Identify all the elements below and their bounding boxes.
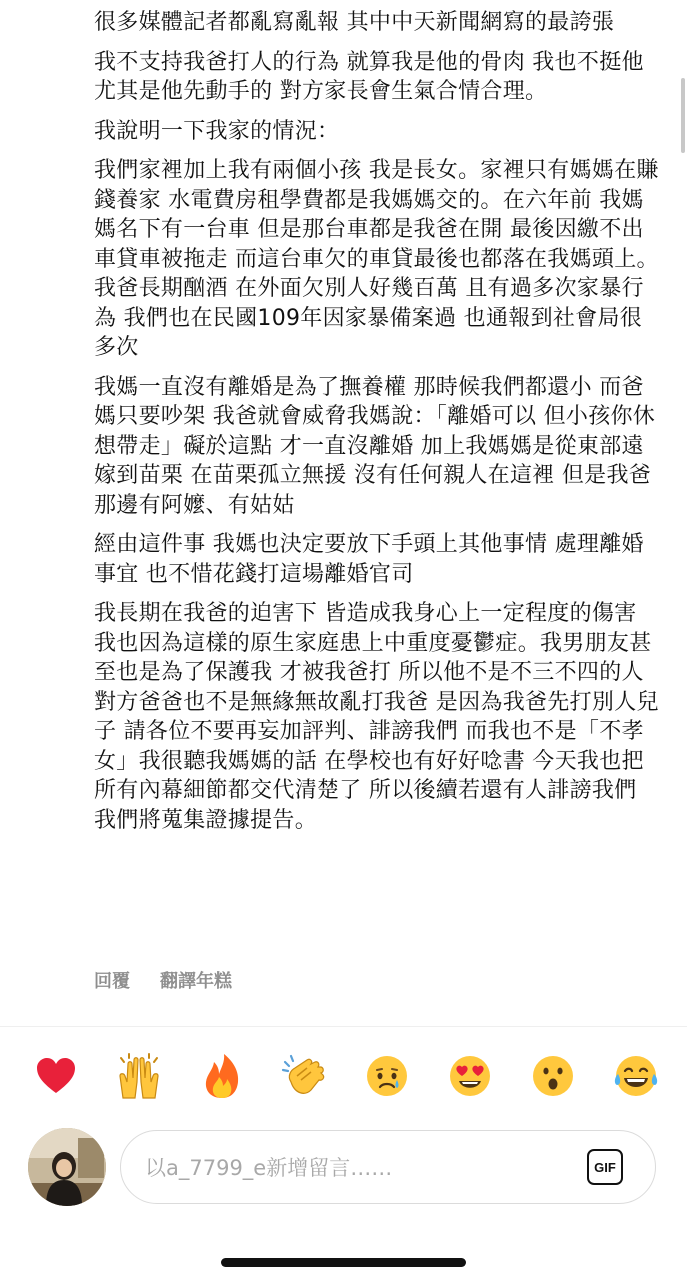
gif-button[interactable]: GIF [587,1149,623,1185]
comment-paragraph: 我們家裡加上我有兩個小孩 我是長女。家裡只有媽媽在賺錢養家 水電費房租學費都是我媽媽交的。在六年前 我媽媽名下有一台車 但是那台車都是我爸在開 最後因繳不出車貸車被拖走 而這台車欠的車貸最後也都落在我媽頭上。我爸長期酗酒 在外面欠別人好幾百萬 且有過多次家暴行為 我們也在民國109年因家暴備案過 也通報到社會局很多次 [94,158,659,360]
reply-button[interactable]: 回覆 [94,971,130,992]
comment-paragraph: 很多媒體記者都亂寫亂報 其中中天新聞網寫的最誇張 [94,10,615,35]
fire-icon [200,1052,244,1100]
heart-eyes-reaction-button[interactable] [444,1050,496,1102]
tears-of-joy-reaction-button[interactable] [610,1050,662,1102]
comment-body [94,8,664,845]
comment-paragraph: 我不支持我爸打人的行為 就算我是他的骨肉 我也不挺他 尤其是他先動手的 對方家長會生氣合情合理。 [94,49,644,104]
divider [0,1026,687,1027]
avatar[interactable] [28,1128,106,1206]
translate-button[interactable]: 翻譯年糕 [160,971,232,992]
raising-hands-reaction-button[interactable] [113,1050,165,1102]
comment-paragraph: 我媽一直沒有離婚是為了撫養權 那時候我們都還小 而爸媽只要吵架 我爸就會威脅我媽說：「離婚可以 但小孩你休想帶走」礙於這點 才一直沒離婚 加上我媽媽是從東部遠嫁到苗栗 在苗栗孤立無援 沒有任何親人在這裡 但是我爸那邊有阿嬤、有姑姑 [94,374,656,518]
heart-icon [34,1054,78,1098]
comment-actions [94,967,232,993]
raising-hands-icon [115,1052,163,1100]
comment-composer [28,1128,616,1206]
comment-paragraph: 經由這件事 我媽也決定要放下手頭上其他事情 處理離婚事宜 也不惜花錢打這場離婚官司 [94,532,644,587]
heart-reaction-button[interactable] [30,1050,82,1102]
emoji-reaction-bar [30,1050,662,1102]
clapping-hands-reaction-button[interactable] [279,1050,331,1102]
avatar-photo-icon [28,1128,106,1206]
crying-face-icon [365,1054,409,1098]
surprised-face-reaction-button[interactable] [527,1050,579,1102]
comment-paragraph: 我長期在我爸的迫害下 皆造成我身心上一定程度的傷害 我也因為這樣的原生家庭患上中重度憂鬱症。我男朋友甚至也是為了保護我 才被我爸打 所以他不是不三不四的人 對方爸爸也不是無緣無故亂打我爸 是因為我爸先打別人兒子 請各位不要再妄加評判、誹謗我們 而我也不是「不孝女」我很聽我媽媽的話 在學校也有好好唸書 今天我也把所有內幕細節都交代清楚了 所以後續若還有人誹謗我們 我們將蒐集證據提告。 [94,601,659,833]
heart-eyes-icon [448,1054,492,1098]
crying-face-reaction-button[interactable] [361,1050,413,1102]
clapping-hands-icon [281,1052,329,1100]
surprised-face-icon [531,1054,575,1098]
tears-of-joy-icon [613,1054,659,1098]
comment-input-box [120,1130,656,1204]
comment-paragraph: 我說明一下我家的情況： [94,118,340,144]
fire-reaction-button[interactable] [196,1050,248,1102]
comment-input[interactable] [143,1145,567,1191]
home-indicator[interactable] [221,1258,466,1267]
scrollbar[interactable] [681,78,685,153]
